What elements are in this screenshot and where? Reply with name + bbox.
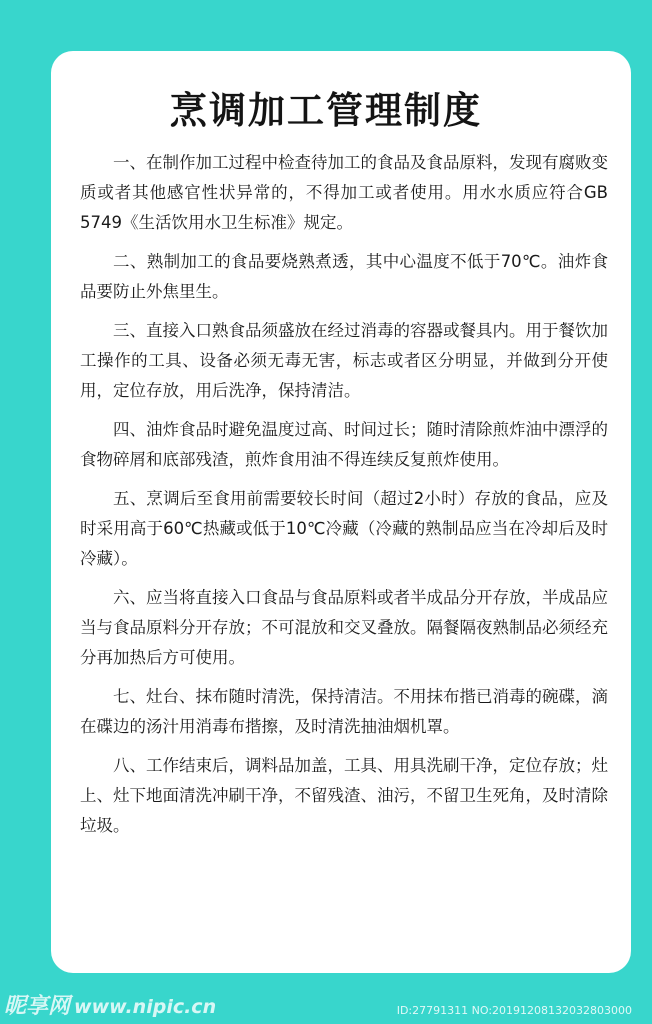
clause-5: 五、烹调后至食用前需要较长时间（超过2小时）存放的食品，应及时采用高于60℃热藏或低于10℃冷藏（冷藏的熟制品应当在冷却后及时冷藏）。 — [80, 489, 608, 568]
clause-4: 四、油炸食品时避免温度过高、时间过长；随时清除煎炸油中漂浮的食物碎屑和底部残渣，煎炸食用油不得连续反复煎炸使用。 — [80, 420, 608, 469]
clause-1: 一、在制作加工过程中检查待加工的食品及食品原料，发现有腐败变质或者其他感官性状异常的，不得加工或者使用。用水水质应符合GB 5749《生活饮用水卫生标准》规定。 — [80, 153, 608, 232]
watermark-url: www.nipic.cn — [74, 996, 217, 1018]
clause-7: 七、灶台、抹布随时清洗，保持清洁。不用抹布揩已消毒的碗碟，滴在碟边的汤汁用消毒布揩擦，及时清洗抽油烟机罩。 — [80, 687, 608, 736]
watermark-logo — [4, 989, 216, 1020]
clause-2: 二、熟制加工的食品要烧熟煮透，其中心温度不低于70℃。油炸食品要防止外焦里生。 — [80, 252, 608, 301]
clause-3: 三、直接入口熟食品须盛放在经过消毒的容器或餐具内。用于餐饮加工操作的工具、设备必须无毒无害，标志或者区分明显，并做到分开使用，定位存放，用后洗净，保持清洁。 — [80, 321, 608, 400]
watermark-id: ID:27791311 NO:20191208132032803000 — [396, 1004, 632, 1017]
clause-list — [80, 148, 608, 850]
watermark-logo-text: 昵享网 — [4, 994, 71, 1019]
clause-8: 八、工作结束后，调料品加盖，工具、用具洗刷干净，定位存放；灶上、灶下地面清洗冲刷干净，不留残渣、油污，不留卫生死角，及时清除垃圾。 — [80, 756, 608, 835]
clause-6: 六、应当将直接入口食品与食品原料或者半成品分开存放，半成品应当与食品原料分开存放；不可混放和交叉叠放。隔餐隔夜熟制品必须经充分再加热后方可使用。 — [80, 588, 608, 667]
page-title: 烹调加工管理制度 — [170, 89, 482, 132]
